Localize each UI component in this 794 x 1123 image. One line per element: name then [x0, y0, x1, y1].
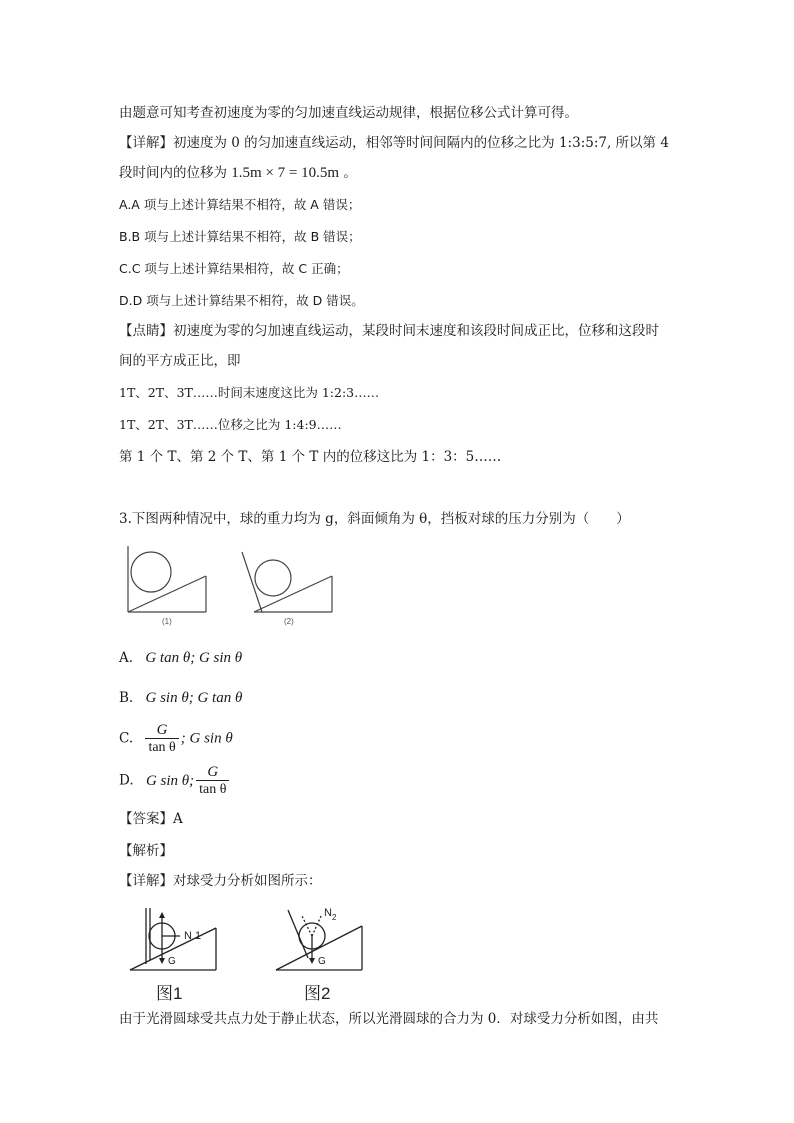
caption-fig2: 图2 [304, 984, 331, 1002]
figure-label-2: (2) [284, 617, 294, 626]
support-arrowhead-1 [159, 912, 165, 918]
label-n1: N 1 [184, 930, 202, 942]
caption-fig1: 图1 [156, 984, 183, 1002]
detail-formula: 1.5m × 7 = 10.5m [231, 165, 340, 181]
baffle-2 [288, 910, 308, 958]
figure-label-1: (1) [162, 617, 172, 626]
choice-c-denominator: tan θ [145, 738, 178, 756]
detail-text: 段时间内的位移为 [119, 165, 227, 181]
choice-c-fraction [145, 722, 178, 756]
choice-b-letter: B. [119, 690, 134, 706]
option-d-explanation: D.D 项与上述计算结果不相符，故 D 错误。 [119, 293, 364, 308]
option-c-explanation: C.C 项与上述计算结果相符，故 C 正确； [119, 261, 349, 276]
choice-b-text: G sin θ; G tan θ [145, 690, 243, 706]
choice-c-letter: C. [119, 730, 134, 747]
question-3: 3.下图两种情况中，球的重力均为 g，斜面倾角为 θ，挡板对球的压力分别为（ ） [119, 511, 630, 527]
ball-1 [131, 552, 171, 592]
gravity-arrowhead-1 [159, 958, 165, 964]
label-g1: G [168, 956, 176, 967]
tip-line-3: 1T、2T、3T……时间末速度这比为 1:2:3…… [119, 385, 380, 400]
label-n2: N [324, 907, 332, 919]
detail-2: 【详解】对球受力分析如图所示： [119, 873, 322, 889]
label-n2-sub: 2 [332, 913, 337, 922]
answer: 【答案】A [119, 811, 183, 827]
option-a-explanation: A.A 项与上述计算结果不相符，故 A 错误； [119, 197, 361, 212]
choice-d-fraction [196, 764, 229, 798]
tip-line-2: 间的平方成正比，即 [119, 353, 241, 369]
choice-d-denominator: tan θ [196, 780, 229, 798]
choice-c-numerator: G [156, 722, 168, 738]
incline-line-1 [128, 576, 206, 612]
gravity-arrowhead-2 [309, 958, 315, 964]
choice-d-letter: D. [119, 772, 134, 789]
normal-arrow-2 [312, 914, 322, 936]
choice-b [119, 690, 242, 707]
tip-line-4: 1T、2T、3T……位移之比为 1:4:9…… [119, 417, 342, 432]
paragraph: 由题意可知考查初速度为零的匀加速直线运动规律，根据位移公式计算可得。 [119, 105, 578, 121]
choice-a-letter: A. [119, 650, 134, 666]
detail-line-1: 【详解】初速度为 0 的匀加速直线运动，相邻等时间间隔内的位移之比为 1:3:5:7, 所以第 4 [119, 135, 669, 151]
last-paragraph: 由于光滑圆球受共点力处于静止状态，所以光滑圆球的合力为 0．对球受力分析如图，由共 [119, 1011, 659, 1027]
tip-line-5: 第 1 个 T、第 2 个 T、第 1 个 T 内的位移这比为 1：3：5…… [119, 449, 502, 465]
choice-a [119, 650, 242, 667]
option-b-explanation: B.B 项与上述计算结果不相符，故 B 错误； [119, 229, 361, 244]
ball-2 [255, 560, 291, 596]
force-diagram [126, 902, 376, 1002]
tip-line-1: 【点睛】初速度为零的匀加速直线运动，某段时间末速度和该段时间成正比，位移和这段时 [119, 323, 659, 339]
detail-end: 。 [343, 165, 357, 181]
choice-d-numerator: G [207, 764, 219, 780]
detail-line-2 [119, 164, 357, 182]
choice-c [119, 722, 233, 756]
analysis-heading: 【解析】 [119, 843, 173, 859]
choice-a-text: G tan θ; G sin θ [145, 650, 243, 666]
tilted-baffle-2 [242, 552, 262, 612]
choice-d [119, 764, 231, 798]
choice-c-rest: ; G sin θ [180, 730, 233, 747]
label-g2: G [318, 956, 326, 967]
choice-d-pre: G sin θ; [145, 772, 195, 789]
question-figure [122, 540, 342, 628]
